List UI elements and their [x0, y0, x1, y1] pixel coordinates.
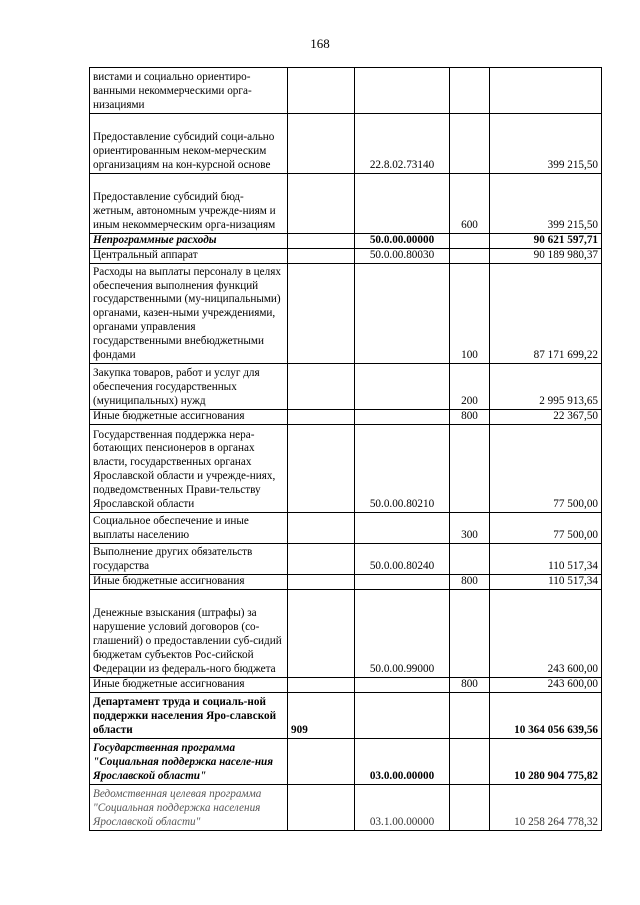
row-csr-cell: [355, 410, 450, 425]
row-name-cell: Закупка товаров, работ и услуг для обеспечения государственных (муниципальных) нужд: [90, 364, 288, 410]
row-vr-cell: [450, 249, 490, 264]
row-name-cell: вистами и социально ориентиро-ванными некоммерческими орга-низациями: [90, 68, 288, 114]
row-code-cell: [288, 739, 355, 785]
row-name-cell: Центральный аппарат: [90, 249, 288, 264]
row-code-cell: [288, 114, 355, 174]
budget-table: [89, 67, 602, 831]
row-name-cell: Иные бюджетные ассигнования: [90, 410, 288, 425]
row-sum-cell: 77 500,00: [490, 425, 602, 513]
row-name-cell: Выполнение других обязательств государства: [90, 544, 288, 575]
row-csr-cell: 50.0.00.99000: [355, 590, 450, 678]
table-row: [90, 249, 602, 264]
table-row: [90, 575, 602, 590]
row-csr-cell: 03.0.00.00000: [355, 739, 450, 785]
row-csr-cell: 50.0.00.00000: [355, 234, 450, 249]
row-code-cell: [288, 544, 355, 575]
row-name-cell: Департамент труда и социаль-ной поддержки населения Яро-славской области: [90, 693, 288, 739]
row-sum-cell: [490, 68, 602, 114]
row-vr-cell: [450, 234, 490, 249]
table-row: [90, 678, 602, 693]
table-row: [90, 425, 602, 513]
row-sum-cell: 10 258 264 778,32: [490, 785, 602, 831]
table-row: [90, 513, 602, 544]
row-code-cell: [288, 425, 355, 513]
row-vr-cell: 800: [450, 678, 490, 693]
row-name-cell: Предоставление субсидий бюд-жетным, автономным учрежде-ниям и иным некоммерческим орга-низациям: [90, 174, 288, 234]
row-sum-cell: 399 215,50: [490, 114, 602, 174]
table-row: [90, 364, 602, 410]
row-vr-cell: [450, 544, 490, 575]
row-sum-cell: 399 215,50: [490, 174, 602, 234]
row-sum-cell: 110 517,34: [490, 575, 602, 590]
row-sum-cell: 90 189 980,37: [490, 249, 602, 264]
row-vr-cell: 100: [450, 264, 490, 364]
table-row: [90, 68, 602, 114]
row-csr-cell: [355, 364, 450, 410]
table-row: [90, 544, 602, 575]
row-csr-cell: [355, 68, 450, 114]
table-row: [90, 264, 602, 364]
row-vr-cell: 800: [450, 410, 490, 425]
table-row: [90, 785, 602, 831]
row-csr-cell: [355, 678, 450, 693]
row-sum-cell: 243 600,00: [490, 590, 602, 678]
table-row: [90, 234, 602, 249]
row-csr-cell: [355, 264, 450, 364]
row-name-cell: Денежные взыскания (штрафы) за нарушение условий договоров (со-глашений) о предоставлении суб-сидий бюджетам субъектов Рос-сийской Федерации из федераль-ного бюджета: [90, 590, 288, 678]
row-name-cell: Непрограммные расходы: [90, 234, 288, 249]
row-vr-cell: 800: [450, 575, 490, 590]
row-csr-cell: [355, 513, 450, 544]
row-code-cell: [288, 785, 355, 831]
row-sum-cell: 87 171 699,22: [490, 264, 602, 364]
row-vr-cell: [450, 590, 490, 678]
row-vr-cell: [450, 739, 490, 785]
row-code-cell: [288, 575, 355, 590]
table-row: [90, 410, 602, 425]
row-vr-cell: 300: [450, 513, 490, 544]
row-vr-cell: [450, 425, 490, 513]
row-sum-cell: 10 280 904 775,82: [490, 739, 602, 785]
row-csr-cell: 50.0.00.80240: [355, 544, 450, 575]
row-csr-cell: 22.8.02.73140: [355, 114, 450, 174]
table-row: [90, 739, 602, 785]
row-sum-cell: 110 517,34: [490, 544, 602, 575]
table-row: [90, 693, 602, 739]
row-sum-cell: 243 600,00: [490, 678, 602, 693]
row-name-cell: Государственная поддержка нера-ботающих пенсионеров в органах власти, государственных органах Ярославской области и учрежде-ниях, подведомственных Прави-тельству Ярославской области: [90, 425, 288, 513]
table-row: [90, 590, 602, 678]
row-csr-cell: [355, 693, 450, 739]
row-vr-cell: [450, 785, 490, 831]
row-code-cell: [288, 174, 355, 234]
row-vr-cell: [450, 693, 490, 739]
table-row: [90, 114, 602, 174]
table-row: [90, 174, 602, 234]
row-sum-cell: 10 364 056 639,56: [490, 693, 602, 739]
row-vr-cell: 200: [450, 364, 490, 410]
row-vr-cell: 600: [450, 174, 490, 234]
row-code-cell: 909: [288, 693, 355, 739]
row-sum-cell: 22 367,50: [490, 410, 602, 425]
row-sum-cell: 2 995 913,65: [490, 364, 602, 410]
row-code-cell: [288, 364, 355, 410]
row-csr-cell: [355, 174, 450, 234]
row-csr-cell: [355, 575, 450, 590]
row-name-cell: Социальное обеспечение и иные выплаты населению: [90, 513, 288, 544]
page-number: 168: [310, 36, 330, 51]
row-name-cell: Расходы на выплаты персоналу в целях обеспечения выполнения функций государственными (му-ниципальными) органами, казен-ными учреждениями, органами управления государственными внебюджетными фондами: [90, 264, 288, 364]
row-code-cell: [288, 513, 355, 544]
row-sum-cell: 90 621 597,71: [490, 234, 602, 249]
row-vr-cell: [450, 114, 490, 174]
row-code-cell: [288, 249, 355, 264]
row-name-cell: Ведомственная целевая программа "Социальная поддержка населения Ярославской области": [90, 785, 288, 831]
row-vr-cell: [450, 68, 490, 114]
row-name-cell: Государственная программа "Социальная поддержка населе-ния Ярославской области": [90, 739, 288, 785]
row-code-cell: [288, 264, 355, 364]
row-csr-cell: 50.0.00.80210: [355, 425, 450, 513]
row-name-cell: Иные бюджетные ассигнования: [90, 678, 288, 693]
row-code-cell: [288, 234, 355, 249]
row-sum-cell: 77 500,00: [490, 513, 602, 544]
row-name-cell: Иные бюджетные ассигнования: [90, 575, 288, 590]
budget-table-body: [90, 68, 602, 831]
row-code-cell: [288, 410, 355, 425]
row-code-cell: [288, 68, 355, 114]
row-code-cell: [288, 678, 355, 693]
row-csr-cell: 03.1.00.00000: [355, 785, 450, 831]
row-name-cell: Предоставление субсидий соци-ально ориентированным неком-мерческим организациям на кон-курсной основе: [90, 114, 288, 174]
row-code-cell: [288, 590, 355, 678]
row-csr-cell: 50.0.00.80030: [355, 249, 450, 264]
